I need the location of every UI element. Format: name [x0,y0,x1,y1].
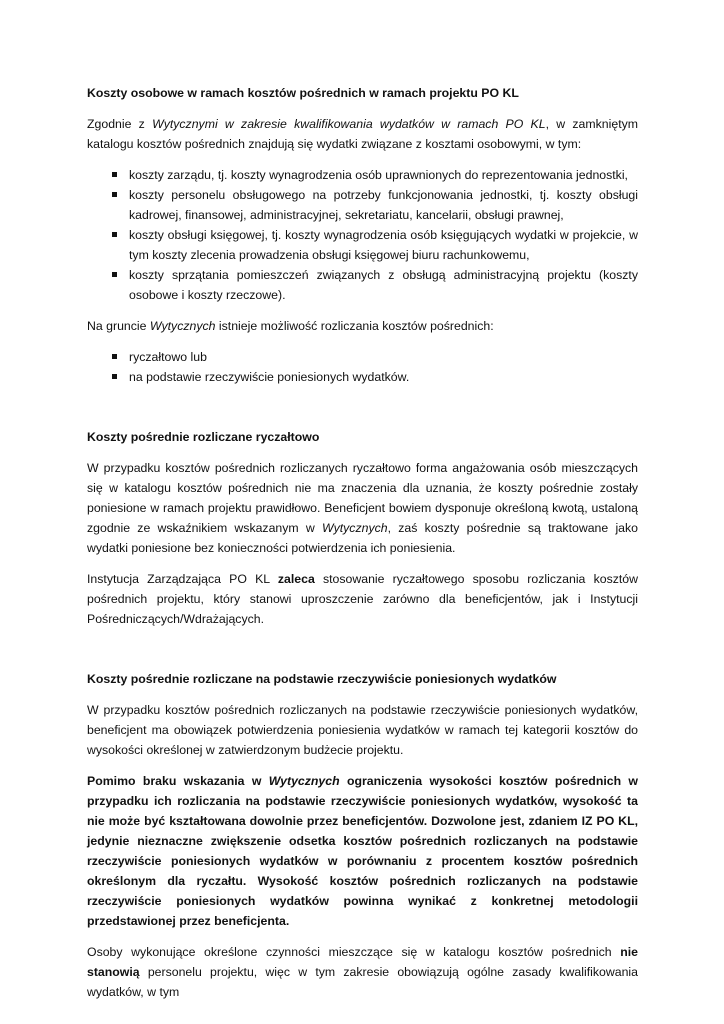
settlement-methods-list [87,347,638,387]
guidelines-title: Wytycznymi w zakresie kwalifikowania wydatków w ramach PO KL [152,117,546,131]
methods-paragraph: Na gruncie Wytycznych istnieje możliwość rozliczania kosztów pośrednich: [87,319,494,333]
flat-rate-paragraph-2: Instytucja Zarządzająca PO KL zaleca stosowanie ryczałtowego sposobu rozliczania kosztów pośrednich projektu, który stanowi uproszczenie zarówno dla beneficjentów, jak i Instytucji Pośredniczących/Wdrażających. [87,572,638,626]
actual-costs-paragraph-3: Osoby wykonujące określone czynności mieszczące się w katalogu kosztów pośrednich nie stanowią personelu projektu, więc w tym zakresie obowiązują ogólne zasady kwalifikowania wydatków, w tym [87,945,638,999]
section-heading-flat-rate: Koszty pośrednie rozliczane ryczałtowo [87,430,320,444]
list-item: koszty zarządu, tj. koszty wynagrodzenia osób uprawnionych do reprezentowania jednostki, [87,165,638,185]
spacer [87,398,638,427]
document-page [87,83,638,1013]
list-item: na podstawie rzeczywiście poniesionych wydatków. [87,367,638,387]
actual-costs-paragraph-1: W przypadku kosztów pośrednich rozliczanych na podstawie rzeczywiście poniesionych wydatków, beneficjent ma obowiązek potwierdzenia poniesienia wydatków w ramach tej kategorii kosztów do wysokości określonej w zatwierdzonym budżecie projektu. [87,703,638,757]
section-heading-actual-costs: Koszty pośrednie rozliczane na podstawie rzeczywiście poniesionych wydatków [87,672,557,686]
list-item: ryczałtowo lub [87,347,638,367]
flat-rate-paragraph-1: W przypadku kosztów pośrednich rozliczanych ryczałtowo forma angażowania osób mieszczących się w katalogu kosztów pośrednich nie ma znaczenia dla uznania, że koszty pośrednie zostały poniesione w ramach projektu prawidłowo. Beneficjent bowiem dysponuje określoną kwotą, ustaloną zgodnie ze wskaźnikiem wskazanym w Wytycznych, zaś koszty pośrednie są traktowane jako wydatki poniesione bez konieczności potwierdzenia ich poniesienia. [87,461,638,555]
list-item: koszty personelu obsługowego na potrzeby funkcjonowania jednostki, tj. koszty obsługi kadrowej, finansowej, administracyjnej, sekretariatu, kancelarii, obsługi prawnej, [87,185,638,225]
list-item: koszty sprzątania pomieszczeń związanych z obsługą administracyjną projektu (koszty osobowe i koszty rzeczowe). [87,265,638,305]
intro-paragraph: Zgodnie z Wytycznymi w zakresie kwalifikowania wydatków w ramach PO KL, w zamkniętym katalogu kosztów pośrednich znajdują się wydatki związane z kosztami osobowymi, w tym: [87,117,638,151]
personal-costs-list [87,165,638,305]
actual-costs-paragraph-2: Pomimo braku wskazania w Wytycznych ograniczenia wysokości kosztów pośrednich w przypadku ich rozliczania na podstawie rzeczywiście poniesionych wydatków, wysokość ta nie może być kształtowana dowolnie przez beneficjentów. Dozwolone jest, zdaniem IZ PO KL, jedynie nieznaczne zwiększenie odsetka kosztów pośrednich rozliczanych na podstawie rzeczywiście poniesionych wydatków w porównaniu z procentem kosztów pośrednich określonym dla ryczałtu. Wysokość kosztów pośrednich rozliczanych na podstawie rzeczywiście poniesionych wydatków powinna wynikać z konkretnej metodologii przedstawionej przez beneficjenta. [87,774,639,928]
spacer [87,640,638,669]
section-heading-personal-costs: Koszty osobowe w ramach kosztów pośrednich w ramach projektu PO KL [87,86,519,100]
list-item: koszty obsługi księgowej, tj. koszty wynagrodzenia osób księgujących wydatki w projekcie, w tym koszty zlecenia prowadzenia obsługi księgowej biuru rachunkowemu, [87,225,638,265]
